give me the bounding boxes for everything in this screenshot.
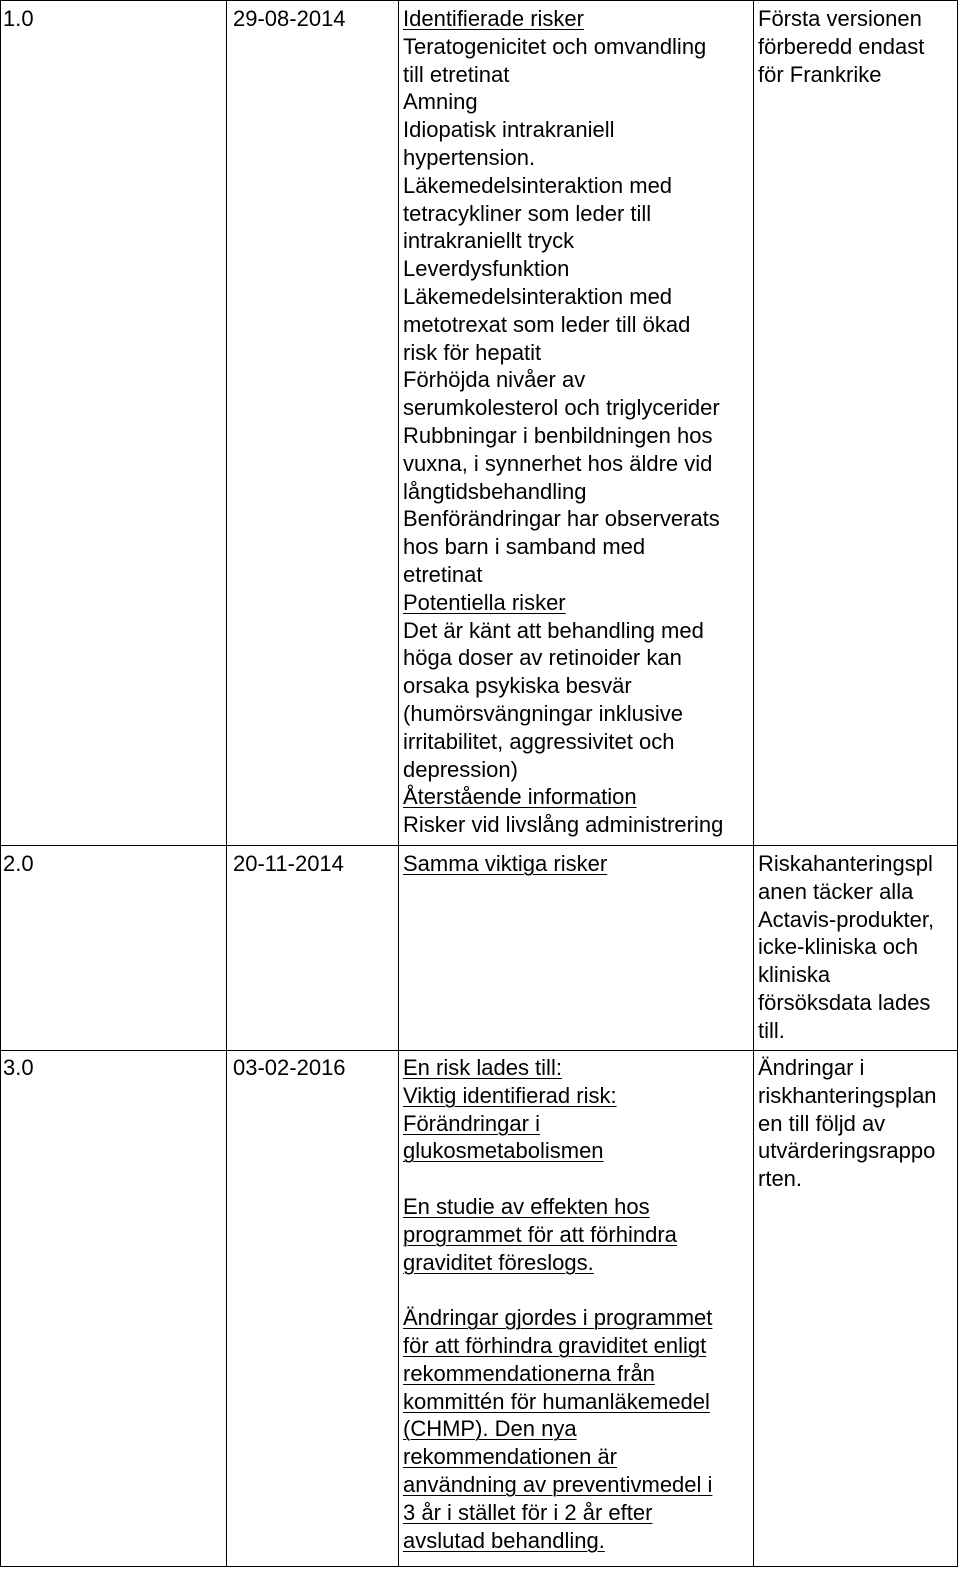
safety-concern-line: vuxna, i synnerhet hos äldre vid — [403, 450, 713, 476]
comment-line: försöksdata lades — [758, 989, 931, 1015]
safety-concern-line: till etretinat — [403, 61, 510, 87]
version-cell — [3, 850, 34, 878]
version-cell — [3, 5, 34, 33]
safety-concerns-cell — [403, 850, 607, 878]
safety-concern-line: Leverdysfunktion — [403, 256, 570, 282]
version-date: 20-11-2014 — [233, 851, 344, 876]
section-heading-line: Potentiella risker — [403, 589, 566, 615]
section-heading-line: Viktig identifierad risk: — [403, 1082, 617, 1108]
safety-concern-line: Läkemedelsinteraktion med — [403, 283, 673, 309]
comment-line: rten. — [758, 1166, 803, 1192]
column-divider — [398, 1, 399, 1566]
comment-line: riskhanteringsplan — [758, 1082, 937, 1108]
version-cell — [3, 1054, 34, 1082]
section-heading-line: Samma viktiga risker — [403, 851, 608, 876]
section-heading-line: rekommendationen är — [403, 1444, 618, 1470]
date-cell — [233, 1054, 346, 1082]
safety-concerns-cell — [403, 5, 723, 839]
section-heading-line: för att förhindra graviditet enligt — [403, 1332, 707, 1358]
comment-cell — [758, 5, 924, 88]
safety-concern-line: Benförändringar har observerats — [403, 506, 720, 532]
section-heading-line: Förändringar i — [403, 1110, 540, 1136]
version-number: 1.0 — [3, 6, 34, 31]
safety-concern-line: irritabilitet, aggressivitet och — [403, 728, 675, 754]
column-divider — [226, 1, 227, 1566]
section-heading-line: (CHMP). Den nya — [403, 1416, 577, 1442]
section-heading-line: Återstående information — [403, 784, 637, 810]
date-cell — [233, 5, 346, 33]
safety-concern-line: risk för hepatit — [403, 339, 542, 365]
safety-concern-line: Amning — [403, 89, 478, 115]
comment-line: för Frankrike — [758, 61, 882, 87]
safety-concern-line: etretinat — [403, 561, 483, 587]
safety-concern-line: orsaka psykiska besvär — [403, 673, 632, 699]
safety-concerns-cell — [403, 1054, 712, 1554]
blank-line — [403, 1165, 712, 1193]
section-heading-line: Identifierade risker — [403, 6, 584, 31]
safety-concern-line: metotrexat som leder till ökad — [403, 311, 691, 337]
row-divider — [1, 1050, 957, 1051]
safety-concern-line: Idiopatisk intrakraniell — [403, 117, 615, 143]
comment-cell — [758, 850, 934, 1045]
safety-concern-line: hos barn i samband med — [403, 534, 646, 560]
comment-line: en till följd av — [758, 1110, 886, 1136]
safety-concern-line: (humörsvängningar inklusive — [403, 700, 684, 726]
safety-concern-line: intrakraniellt tryck — [403, 228, 575, 254]
safety-concern-line: Det är känt att behandling med — [403, 617, 704, 643]
section-heading-line: Ändringar gjordes i programmet — [403, 1305, 713, 1331]
comment-line: Actavis-produkter, — [758, 906, 935, 932]
section-heading-line: glukosmetabolismen — [403, 1138, 604, 1164]
column-divider — [753, 1, 754, 1566]
blank-line — [403, 1276, 712, 1304]
version-number: 2.0 — [3, 851, 34, 876]
safety-concern-line: serumkolesterol och triglycerider — [403, 395, 720, 421]
version-date: 29-08-2014 — [233, 6, 346, 31]
comment-line: till. — [758, 1017, 785, 1043]
row-divider — [1, 845, 957, 846]
safety-concern-line: hypertension. — [403, 144, 536, 170]
comment-line: kliniska — [758, 962, 831, 988]
safety-concern-line: Läkemedelsinteraktion med — [403, 172, 673, 198]
comment-cell — [758, 1054, 937, 1193]
comment-line: förberedd endast — [758, 33, 925, 59]
comment-line: Första versionen — [758, 6, 922, 31]
safety-concern-line: depression) — [403, 756, 518, 782]
section-heading-line: graviditet föreslogs. — [403, 1249, 594, 1275]
comment-line: icke-kliniska och — [758, 934, 919, 960]
safety-concern-line: höga doser av retinoider kan — [403, 645, 682, 671]
section-heading-line: avslutad behandling. — [403, 1527, 605, 1553]
safety-concern-line: långtidsbehandling — [403, 478, 587, 504]
comment-line: Ändringar i — [758, 1055, 865, 1080]
section-heading-line: programmet för att förhindra — [403, 1221, 677, 1247]
date-cell — [233, 850, 344, 878]
version-number: 3.0 — [3, 1055, 34, 1080]
safety-concern-line: tetracykliner som leder till — [403, 200, 652, 226]
comment-line: utvärderingsrappo — [758, 1138, 936, 1164]
comment-line: Riskahanteringspl — [758, 851, 933, 876]
section-heading-line: användning av preventivmedel i — [403, 1471, 713, 1497]
safety-concern-line: Förhöjda nivåer av — [403, 367, 586, 393]
section-heading-line: rekommendationerna från — [403, 1360, 655, 1386]
safety-concern-line: Teratogenicitet och omvandling — [403, 33, 707, 59]
section-heading-line: En studie av effekten hos — [403, 1193, 650, 1219]
comment-line: anen täcker alla — [758, 878, 914, 904]
safety-concern-line: Risker vid livslång administrering — [403, 812, 724, 838]
section-heading-line: kommittén för humanläkemedel — [403, 1388, 710, 1414]
safety-concern-line: Rubbningar i benbildningen hos — [403, 422, 713, 448]
section-heading-line: 3 år i stället för i 2 år efter — [403, 1499, 653, 1525]
version-date: 03-02-2016 — [233, 1055, 346, 1080]
section-heading-line: En risk lades till: — [403, 1055, 562, 1080]
